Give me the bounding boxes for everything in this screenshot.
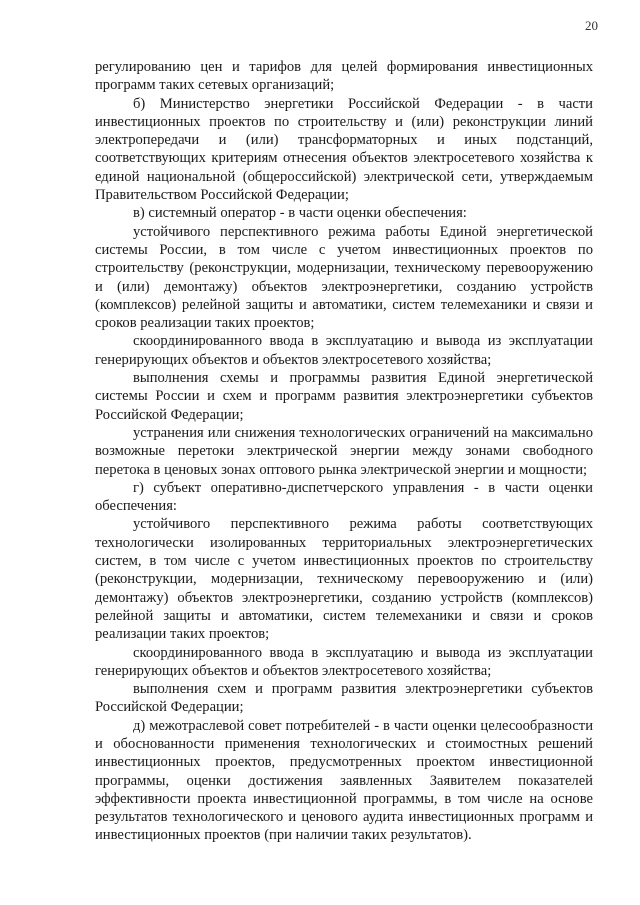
page-number: 20 xyxy=(585,18,598,33)
paragraph-g-development-schemes: выполнения схем и программ развития электроэнергетики субъектов Российской Федерации; xyxy=(95,681,593,716)
paragraph-v-stable-regime: устойчивого перспективного режима работы Единой энергетической системы России, в том числе с учетом инвестиционных проектов по строительству (реконструкции, модернизации, техническому перевооружению и (или) демонтажу) объектов электроэнергетики, созданию устройств (комплексов) релейной защиты и автоматики, систем телемеханики и связи и сроков реализации таких проектов; xyxy=(95,223,593,332)
paragraph-item-g: г) субъект оперативно-диспетчерского управления - в части оценки обеспечения: xyxy=(95,479,593,515)
paragraph-continuation: регулированию цен и тарифов для целей формирования инвестиционных программ таких сетевых организаций; xyxy=(95,59,593,94)
document-body xyxy=(95,58,593,845)
paragraph-v-development-schemes: выполнения схемы и программы развития Единой энергетической системы России и схем и программ развития электроэнергетики субъектов Российской Федерации; xyxy=(95,370,593,423)
paragraph-item-v: в) системный оператор - в части оценки обеспечения: xyxy=(133,205,467,222)
paragraph-g-stable-regime: устойчивого перспективного режима работы соответствующих технологически изолированных территориальных электроэнергетических систем, в том числе с учетом инвестиционных проектов по строительству (реконструкции, модернизации, техническому перевооружению и (или) демонтажу) объектов электроэнергетики, созданию устройств (комплексов) релейной защиты и автоматики, систем телемеханики и связи и сроков реализации таких проектов; xyxy=(95,516,593,643)
paragraph-v-coordinated-commissioning: скоординированного ввода в эксплуатацию и вывода из эксплуатации генерирующих объектов и объектов электросетевого хозяйства; xyxy=(95,333,593,368)
paragraph-g-coordinated-commissioning: скоординированного ввода в эксплуатацию и вывода из эксплуатации генерирующих объектов и объектов электросетевого хозяйства; xyxy=(95,644,593,679)
paragraph-item-b: б) Министерство энергетики Российской Федерации - в части инвестиционных проектов по строительству и (или) реконструкции линий электропередачи и (или) трансформаторных и иных подстанций, соответствующих критериям отнесения объектов электросетевого хозяйства к единой национальной (общероссийской) электрической сети, утверждаемым Правительством Российской Федерации; xyxy=(95,95,593,204)
paragraph-v-flow-limitations: устранения или снижения технологических ограничений на максимально возможные перетоки электрической энергии между зонами свободного перетока в ценовых зонах оптового рынка электрической энергии и мощности; xyxy=(95,424,593,478)
paragraph-item-d: д) межотраслевой совет потребителей - в части оценки целесообразности и обоснованности применения технологических и стоимостных решений инвестиционных проектов, предусмотренных проектом инвестиционной программы, оценки достижения заявленных Заявителем показателей эффективности проекта инвестиционной программы, в том числе на основе результатов технологического и ценового аудита инвестиционных программ и инвестиционных проектов (при наличии таких результатов). xyxy=(95,717,593,844)
